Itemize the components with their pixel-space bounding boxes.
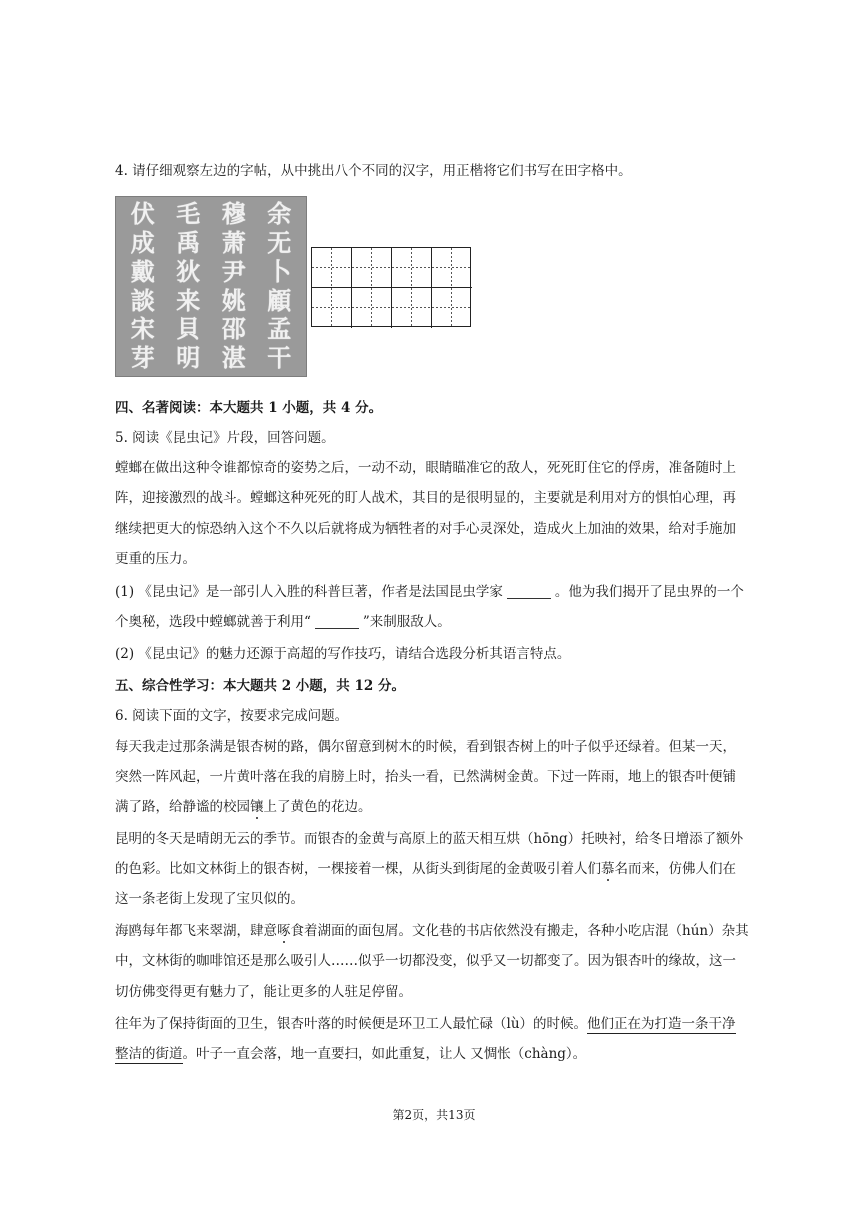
rubbing-char: 穆 [221,199,246,228]
rubbing-char: 湛 [221,343,246,373]
rubbing-char: 談 [130,285,155,315]
text-line: 这一条老街上发现了宝贝似的。 [115,891,304,907]
grid-cell[interactable] [312,248,352,288]
passage-line: 阵，迎接激烈的战斗。螳螂这种死死的盯人战术，其目的是很明显的，主要就是利用对方的惧怕心理，再 [115,490,736,506]
question-5-sub1 [115,582,755,602]
question-4-text: 4. 请仔细观察左边的字帖，从中挑出八个不同的汉字，用正楷将它们书写在田字格中。 [115,163,632,179]
rubbing-char: 邵 [221,314,246,344]
page-footer: 第2页，共13页 [392,1108,476,1122]
question-5-sub2: (2) 《昆虫记》的魅力还源于高超的写作技巧，请结合选段分析其语言特点。 [115,646,571,662]
text-line: 中，文林街的咖啡馆还是那么吸引人……似乎一切都没变，似乎又一切都变了。因为银杏叶的缘故，这一 [115,953,736,969]
calligraphy-rubbing [115,196,307,377]
text-span: 上了黄色的花边。 [263,799,372,815]
text-line [115,921,755,941]
sub1-text-d: ”来制服敌人。 [362,614,451,630]
grid-cell[interactable] [432,288,472,328]
section-5-heading: 五、综合性学习：本大题共 2 小题，共 12 分。 [115,678,405,694]
text-span: 食着湖面的面包屑。文化巷的书店依然没有搬走，各种小吃店混（hún）杂其 [290,923,749,939]
answer-blank[interactable] [315,614,359,629]
rubbing-char: 卜 [267,256,292,286]
text-line [115,859,755,879]
rubbing-char: 孟 [267,314,292,344]
rubbing-char: 伏 [130,199,155,228]
dotted-char: 啄 [277,923,291,939]
dotted-char: 慕 [601,861,615,877]
underlined-text: 整洁的街道 [115,1046,183,1062]
grid-cell[interactable] [352,288,392,328]
text-line: 每天我走过那条满是银杏树的路，偶尔留意到树木的时候，看到银杏树上的叶子似乎还绿着。但某一天， [115,739,736,755]
question-5-title: 5. 阅读《昆虫记》片段，回答问题。 [115,430,335,446]
text-span: 海鸥每年都飞来翠湖，肆意 [115,923,277,939]
grid-cell[interactable] [392,288,432,328]
tian-zi-grid[interactable] [311,247,471,327]
rubbing-char: 貝 [176,314,201,344]
rubbing-char: 毛 [176,199,201,228]
rubbing-char: 宋 [130,314,155,344]
grid-cell[interactable] [312,288,352,328]
rubbing-char: 顧 [267,285,292,315]
question-5-sub1-cont [115,612,755,632]
text-span: 。叶子一直会落，地一直要扫，如此重复，让人 又惆怅（chàng）。 [182,1046,587,1062]
rubbing-char: 余 [267,199,292,228]
passage-line: 更重的压力。 [115,551,196,567]
answer-blank[interactable] [507,584,551,599]
rubbing-char: 禹 [176,227,201,257]
text-line [115,797,755,817]
section-4-heading: 四、名著阅读：本大题共 1 小题，共 4 分。 [115,400,383,416]
text-line [115,1044,755,1064]
grid-cell[interactable] [392,248,432,288]
text-span: 往年为了保持街面的卫生，银杏叶落的时候便是环卫工人最忙碌（lù）的时候。 [115,1016,588,1032]
sub1-text-b: 。他为我们揭开了昆虫界的一个 [554,584,744,600]
text-span: 的色彩。比如文林街上的银杏树，一棵接着一棵，从街头到街尾的金黄吸引着人们 [115,861,601,877]
sub1-text-a: (1) 《昆虫记》是一部引人入胜的科普巨著，作者是法国昆虫学家 [115,584,503,600]
sub1-text-c: 个奥秘，选段中螳螂就善于利用“ [115,614,311,630]
passage-line: 螳螂在做出这种令谁都惊奇的姿势之后，一动不动，眼睛瞄准它的敌人，死死盯住它的俘虏，准备随时上 [115,460,736,476]
rubbing-char: 来 [176,285,201,315]
text-line: 昆明的冬天是晴朗无云的季节。而银杏的金黄与高原上的蓝天相互烘（hōng）托映衬，给冬日增添了额外 [115,831,744,847]
text-line: 突然一阵风起，一片黄叶落在我的肩膀上时，抬头一看，已然满树金黄。下过一阵雨，地上的银杏叶便铺 [115,769,736,785]
rubbing-char: 成 [130,227,155,257]
text-span: 满了路，给静谧的校园 [115,799,250,815]
rubbing-char: 明 [176,343,201,373]
rubbing-char: 狄 [176,256,201,286]
rubbing-char: 戴 [130,256,155,286]
grid-cell[interactable] [432,248,472,288]
rubbing-char: 芽 [130,343,155,373]
rubbing-char: 干 [267,343,292,373]
text-line [115,1014,755,1034]
text-span: 名而来，仿佛人们在 [614,861,736,877]
text-line: 切仿佛变得更有魅力了，能让更多的人驻足停留。 [115,984,412,1000]
rubbing-char: 萧 [221,227,246,257]
rubbing-char: 尹 [221,256,246,286]
rubbing-char: 无 [267,227,292,257]
underlined-text: 他们正在为打造一条干净 [587,1016,736,1032]
passage-line: 继续把更大的惊恐纳入这个不久以后就将成为牺牲者的对手心灵深处，造成火上加油的效果，给对手施加 [115,521,736,537]
grid-cell[interactable] [352,248,392,288]
question-6-title: 6. 阅读下面的文字，按要求完成问题。 [115,708,349,724]
dotted-char: 镶 [250,799,264,815]
rubbing-char: 姚 [221,285,246,315]
